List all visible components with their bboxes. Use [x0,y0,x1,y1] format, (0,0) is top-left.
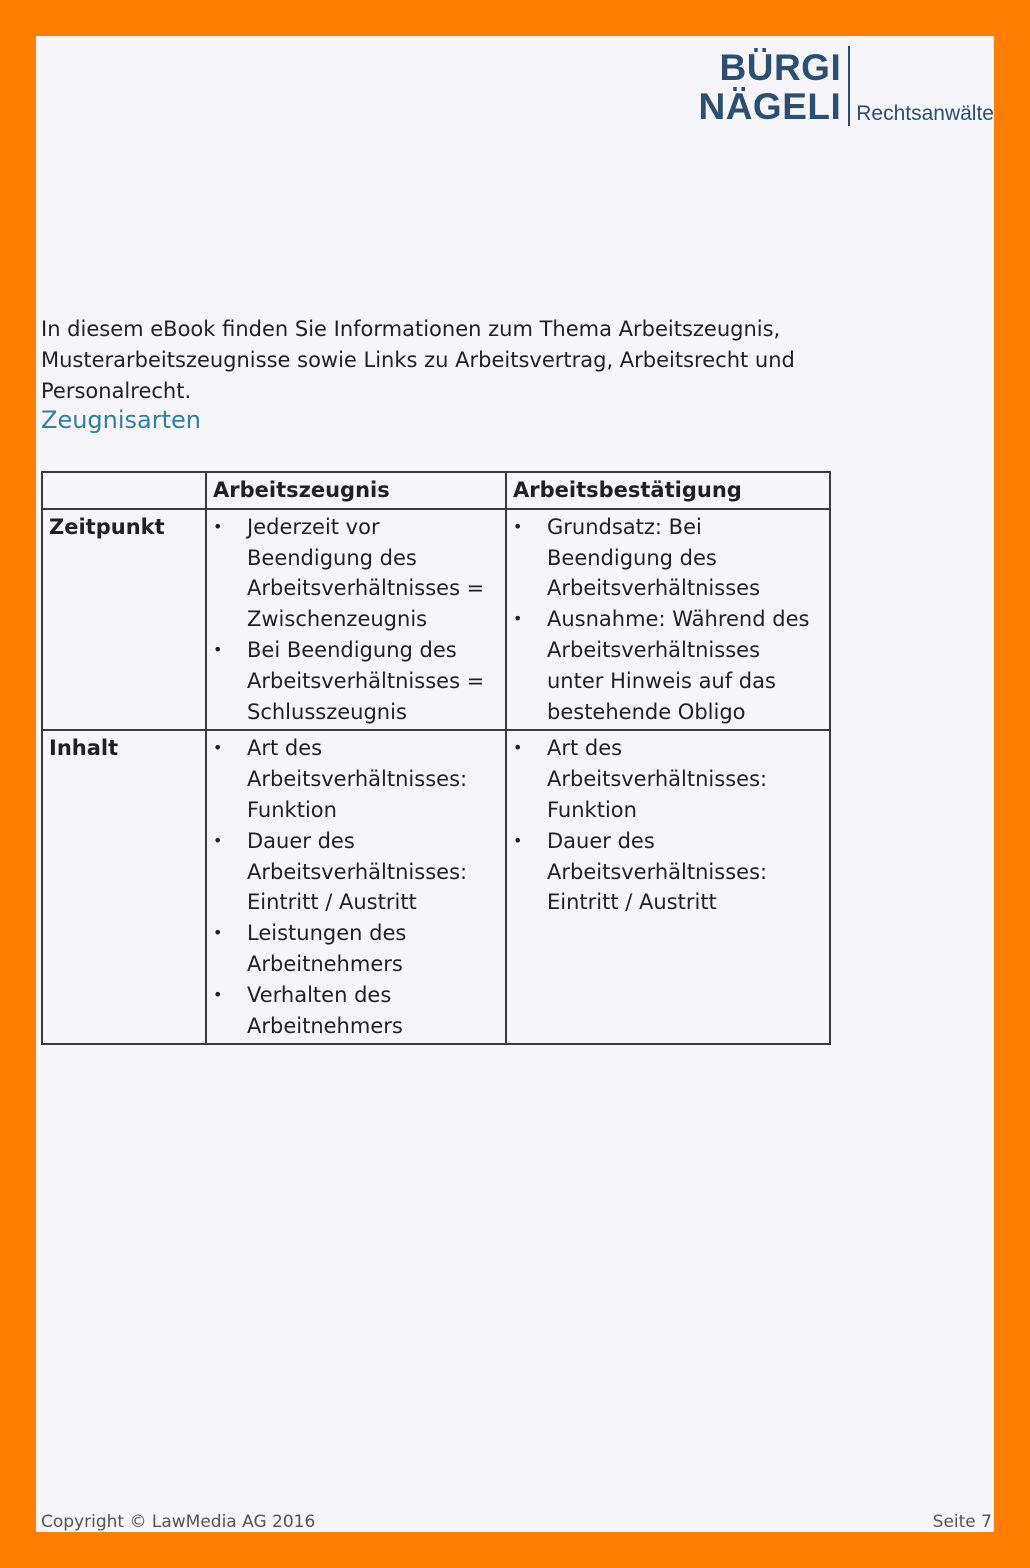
list-item: • Dauer des Arbeitsverhältnisses: Eintritt / Austritt [513,826,823,918]
list-item: • Verhalten des Arbeitnehmers [213,980,499,1042]
row-label-zeitpunkt: Zeitpunkt [42,509,206,731]
table-row-zeitpunkt [42,509,830,731]
section-title: Zeugnisarten [41,406,201,434]
row-label-inhalt: Inhalt [42,730,206,1044]
footer-copyright: Copyright © LawMedia AG 2016 [41,1512,316,1532]
intro-paragraph: In diesem eBook finden Sie Informationen zum Thema Arbeitszeugnis, Musterarbeitszeugnisse sowie Links zu Arbeitsvertrag, Arbeitsrecht und Personalrecht. [41,317,795,403]
cell-zeitpunkt-arbeitsbestaetigung [506,509,830,731]
table-row-inhalt [42,730,830,1044]
logo-subtitle: Rechtsanwälte [856,102,994,125]
list-item: • Bei Beendigung des Arbeitsverhältnisses = Schlusszeugnis [213,635,499,727]
logo-names [698,48,841,126]
cell-inhalt-arbeitszeugnis [206,730,506,1044]
list-item: • Ausnahme: Während des Arbeitsverhältnisses unter Hinweis auf das bestehende Obligo [513,604,823,727]
list-item: • Dauer des Arbeitsverhältnisses: Eintritt / Austritt [213,826,499,918]
logo-line-1: BÜRGI [719,47,842,88]
footer-page-number: Seite 7 [932,1512,992,1532]
cell-inhalt-arbeitsbestaetigung [506,730,830,1044]
list-item: • Leistungen des Arbeitnehmers [213,918,499,980]
cell-zeitpunkt-arbeitszeugnis [206,509,506,731]
list-item: • Art des Arbeitsverhältnisses: Funktion [513,733,823,825]
list-item: • Art des Arbeitsverhältnisses: Funktion [213,733,499,825]
table-header-row [42,472,830,509]
document-page [36,36,994,1532]
header-arbeitszeugnis: Arbeitszeugnis [206,472,506,509]
logo-line-2: NÄGELI [698,86,842,127]
comparison-table [41,471,831,1045]
list-item: • Jederzeit vor Beendigung des Arbeitsverhältnisses = Zwischenzeugnis [213,512,499,635]
logo-divider [848,46,850,126]
header-empty [42,472,206,509]
header-arbeitsbestaetigung: Arbeitsbestätigung [506,472,830,509]
company-logo [698,46,994,126]
list-item: • Grundsatz: Bei Beendigung des Arbeitsverhältnisses [513,512,823,604]
